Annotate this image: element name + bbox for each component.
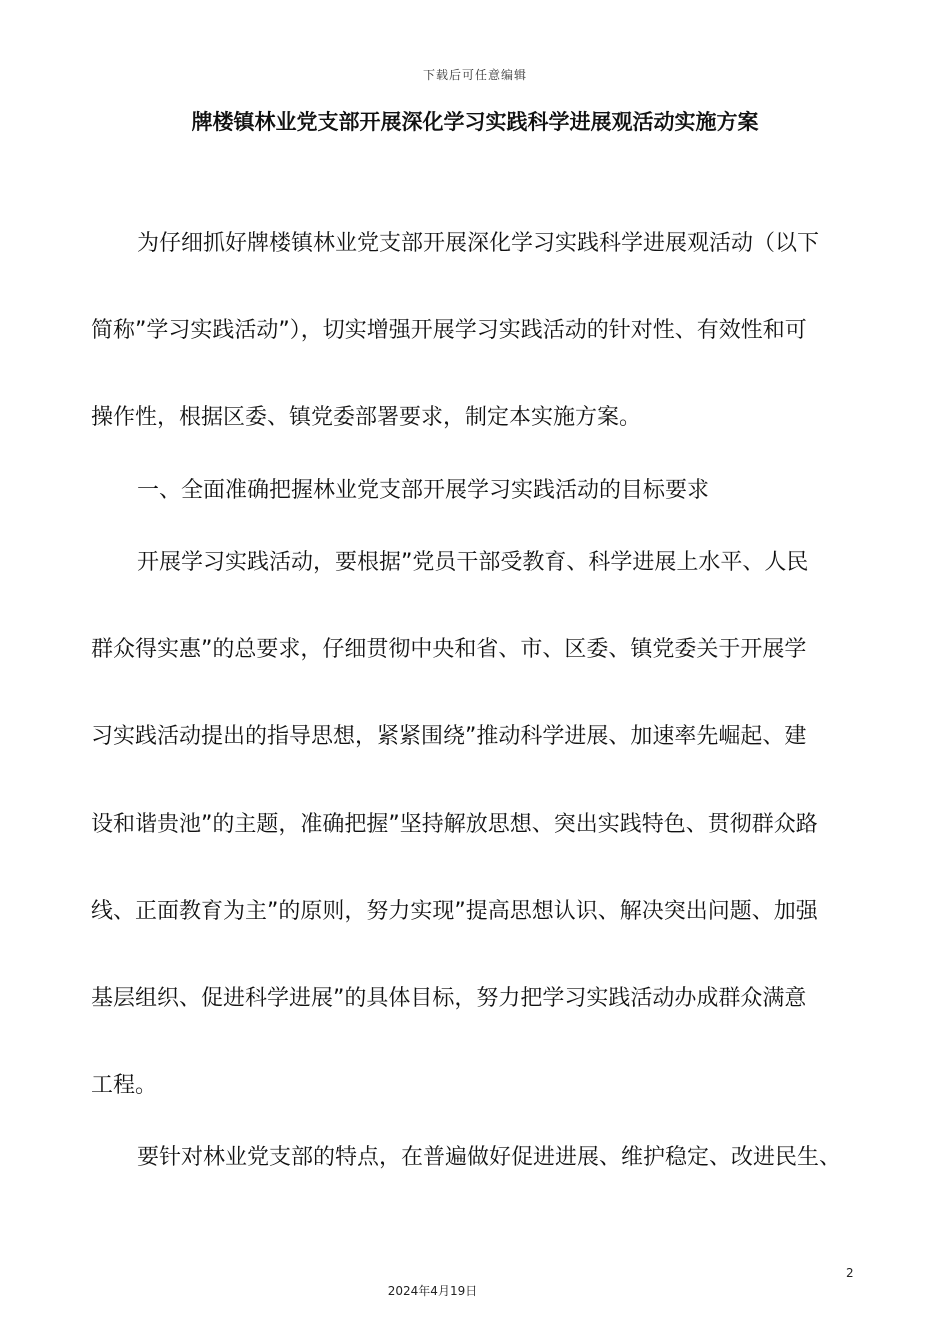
paragraph-line: 简称”学习实践活动”），切实增强开展学习实践活动的针对性、有效性和可	[91, 318, 807, 343]
header-note: 下载后可任意编辑	[422, 68, 527, 82]
paragraph-line: 线、正面教育为主”的原则，努力实现”提高思想认识、解决突出问题、加强	[91, 899, 818, 924]
paragraph-line: 习实践活动提出的指导思想，紧紧围绕”推动科学进展、加速率先崛起、建	[91, 724, 807, 749]
paragraph-line: 设和谐贵池”的主题，准确把握”坚持解放思想、突出实践特色、贯彻群众路	[91, 812, 818, 837]
section-heading: 一、全面准确把握林业党支部开展学习实践活动的目标要求	[137, 478, 710, 503]
page-number: 2	[846, 1266, 854, 1280]
paragraph-line: 基层组织、促进科学进展”的具体目标，努力把学习实践活动办成群众满意	[91, 986, 807, 1011]
paragraph-line: 为仔细抓好牌楼镇林业党支部开展深化学习实践科学进展观活动（以下	[137, 231, 820, 256]
paragraph-line: 工程。	[91, 1073, 158, 1098]
footer-date: 2024年4月19日	[387, 1284, 478, 1298]
paragraph-line: 开展学习实践活动，要根据”党员干部受教育、科学进展上水平、人民	[137, 550, 809, 575]
paragraph-line: 群众得实惠”的总要求，仔细贯彻中央和省、市、区委、镇党委关于开展学	[91, 637, 807, 662]
document-title: 牌楼镇林业党支部开展深化学习实践科学进展观活动实施方案	[191, 110, 759, 134]
paragraph-line: 操作性，根据区委、镇党委部署要求，制定本实施方案。	[91, 405, 642, 430]
paragraph-line: 要针对林业党支部的特点，在普遍做好促进进展、维护稳定、改进民生、	[137, 1145, 842, 1170]
